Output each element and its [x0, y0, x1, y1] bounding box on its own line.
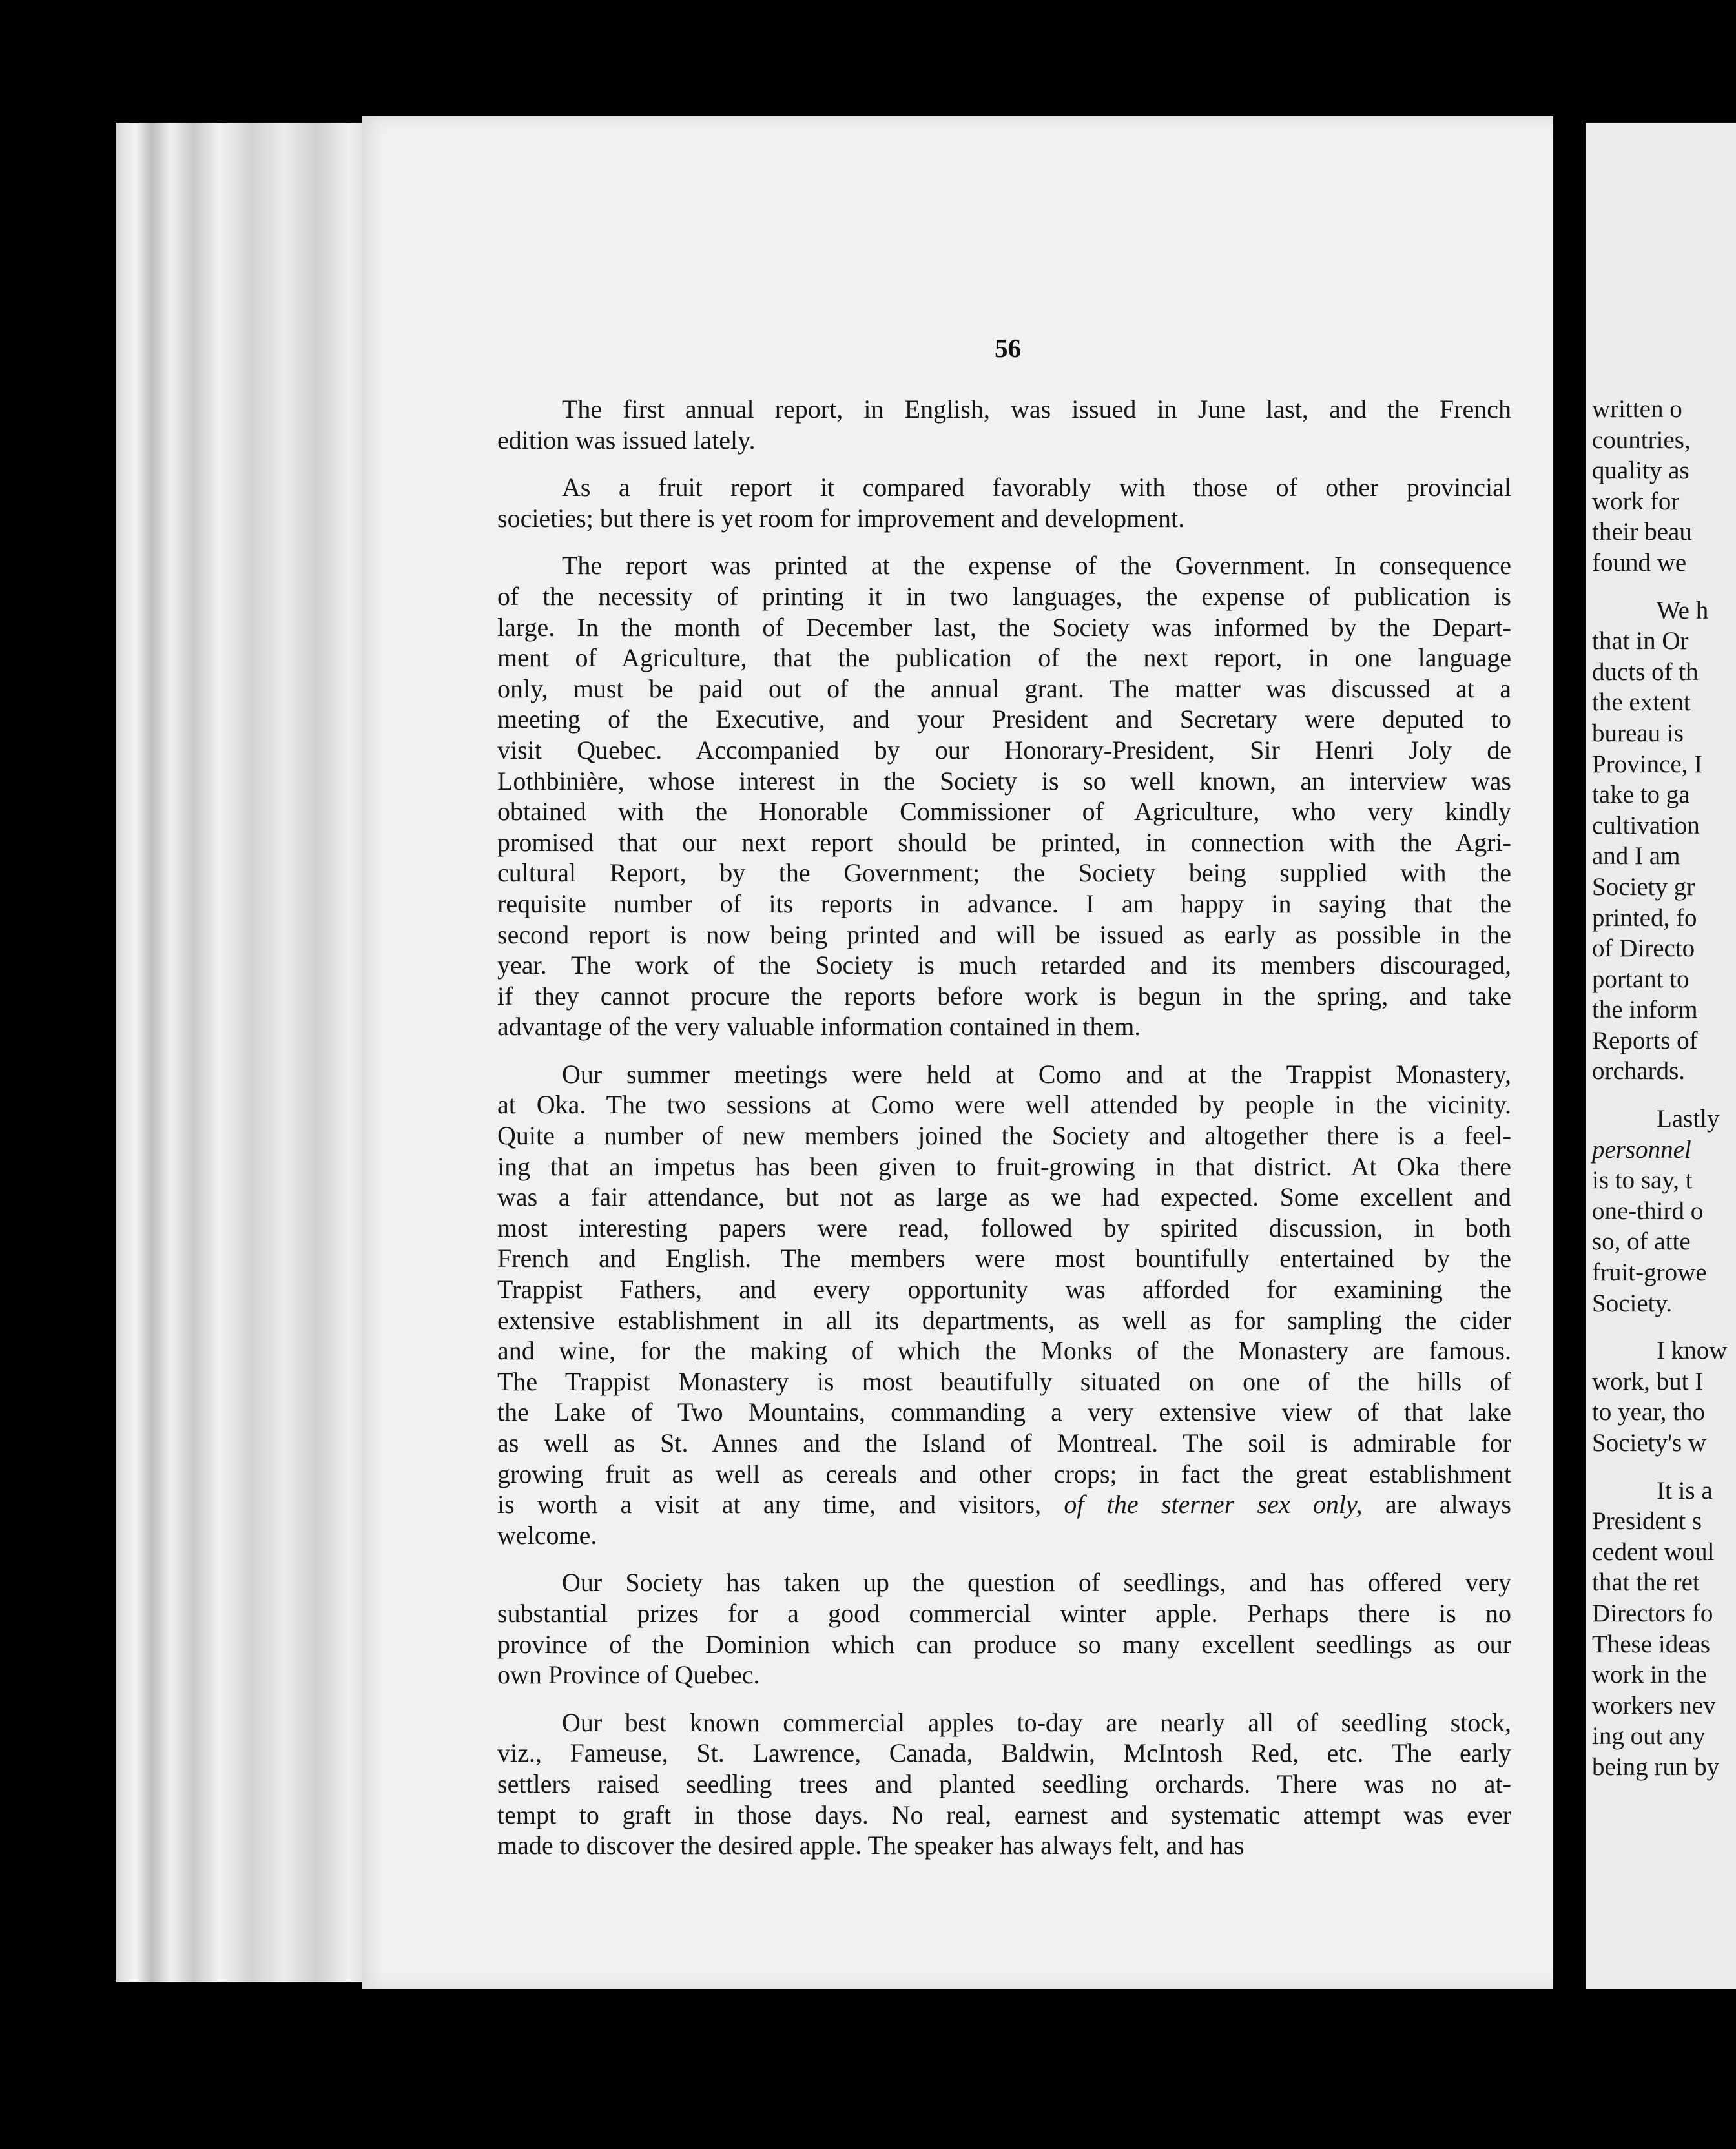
text-line: most interesting papers were read, followed by spirited discussion, in both [497, 1213, 1511, 1242]
paragraph [497, 550, 1511, 1042]
paragraph [497, 472, 1511, 533]
text-line: tempt to graft in those days. No real, earnest and systematic attempt was ever [497, 1800, 1511, 1829]
facing-text-line: found we [1592, 548, 1687, 577]
facing-text-line: orchards. [1592, 1057, 1686, 1085]
facing-text-line: printed, fo [1592, 903, 1697, 932]
main-text-column [497, 394, 1511, 1878]
facing-text-line: being run by [1592, 1753, 1720, 1781]
facing-text-line: to year, tho [1592, 1398, 1705, 1426]
text-line: promised that our next report should be printed, in connection with the Agri- [497, 827, 1511, 857]
text-line: second report is now being printed and will be issued as early as possible in the [497, 920, 1511, 949]
facing-text-line: bureau is [1592, 719, 1684, 747]
facing-text-line: Society gr [1592, 872, 1695, 901]
text-line: was a fair attendance, but not as large as we had expected. Some excellent and [497, 1182, 1511, 1212]
text-line: advantage of the very valuable information contained in them. [497, 1012, 1141, 1042]
facing-text-line: of Directo [1592, 934, 1695, 963]
facing-text-line: fruit-growe [1592, 1259, 1707, 1287]
facing-text-line: These ideas [1592, 1630, 1711, 1658]
text-line: Our Society has taken up the question of seedlings, and has offered very [562, 1568, 1511, 1598]
facing-text-line: their beau [1592, 518, 1692, 546]
paragraph-gap [1592, 1459, 1736, 1476]
text-line: and wine, for the making of which the Monks of the Monastery are famous. [497, 1336, 1511, 1366]
text-line: Quite a number of new members joined the Society and altogether there is a feel- [497, 1121, 1511, 1151]
facing-text-line: so, of atte [1592, 1228, 1691, 1256]
paragraph-gap [1592, 1319, 1736, 1335]
book-page-edges [116, 123, 368, 1982]
text-line: of the necessity of printing it in two languages, the expense of publication is [497, 581, 1511, 611]
text-line: own Province of Quebec. [497, 1660, 760, 1690]
facing-text-line: portant to [1592, 965, 1690, 993]
facing-text-line: countries, [1592, 426, 1691, 454]
facing-text-line: one-third o [1592, 1197, 1704, 1225]
text-line: requisite number of its reports in advance. I am happy in saying that the [497, 889, 1511, 918]
text-line: Our summer meetings were held at Como and at the Trappist Monastery, [562, 1059, 1511, 1089]
facing-text-line: I know [1657, 1337, 1728, 1365]
facing-text-line: ducts of th [1592, 657, 1699, 686]
facing-text-line: cultivation [1592, 811, 1700, 839]
facing-text-line: that in Or [1592, 627, 1689, 655]
facing-text-line: work for [1592, 487, 1680, 515]
text-line: The first annual report, in English, was issued in June last, and the French [562, 395, 1511, 424]
facing-text-line: It is a [1657, 1476, 1713, 1505]
paragraph [497, 1567, 1511, 1690]
facing-text-line: written o [1592, 395, 1682, 423]
facing-text-line: work, but I [1592, 1367, 1704, 1395]
text-line: as well as St. Annes and the Island of Montreal. The soil is admirable for [497, 1428, 1511, 1457]
text-line: at Oka. The two sessions at Como were well attended by people in the vicinity. [497, 1090, 1511, 1120]
facing-text-line: work in the [1592, 1661, 1707, 1689]
facing-text-line: Province, I [1592, 750, 1703, 778]
facing-text-line: We h [1657, 596, 1709, 624]
text-line: Trappist Fathers, and every opportunity was afforded for examining the [497, 1275, 1511, 1304]
facing-text-line: Directors fo [1592, 1599, 1713, 1627]
text-line: Lothbinière, whose interest in the Society is so well known, an interview was [497, 766, 1511, 796]
text-line: cultural Report, by the Government; the Society being supplied with the [497, 858, 1511, 888]
book-gutter [1553, 97, 1586, 2034]
paragraph-gap [1592, 1087, 1736, 1104]
facing-text-line: Lastly [1657, 1105, 1720, 1133]
paragraph [497, 1707, 1511, 1861]
paragraph [497, 1059, 1511, 1551]
text-line: The report was printed at the expense of the Government. In consequence [562, 551, 1511, 581]
text-line: visit Quebec. Accompanied by our Honorary-President, Sir Henri Joly de [497, 735, 1511, 765]
text-line: ing that an impetus has been given to fruit-growing in that district. At Oka there [497, 1151, 1511, 1181]
text-line: viz., Fameuse, St. Lawrence, Canada, Baldwin, McIntosh Red, etc. The early [497, 1738, 1511, 1768]
text-line: French and English. The members were most bountifully entertained by the [497, 1244, 1511, 1273]
text-line: Our best known commercial apples to-day are nearly all of seedling stock, [562, 1707, 1511, 1737]
text-line: ment of Agriculture, that the publication of the next report, in one language [497, 643, 1511, 673]
page-number: 56 [995, 333, 1021, 363]
text-line: extensive establishment in all its departments, as well as for sampling the cider [497, 1305, 1511, 1335]
text-line: obtained with the Honorable Commissioner of Agriculture, who very kindly [497, 797, 1511, 827]
text-line: large. In the month of December last, the Society was informed by the Depart- [497, 612, 1511, 642]
facing-text-line: is to say, t [1592, 1166, 1693, 1195]
text-line: is worth a visit at any time, and visitors, of the sterner sex only, are always [497, 1490, 1511, 1519]
facing-text-line: that the ret [1592, 1568, 1700, 1597]
text-line: only, must be paid out of the annual grant. The matter was discussed at a [497, 673, 1511, 703]
text-line: substantial prizes for a good commercial winter apple. Perhaps there is no [497, 1598, 1511, 1628]
text-line: settlers raised seedling trees and planted seedling orchards. There was no at- [497, 1769, 1511, 1798]
facing-text-line: quality as [1592, 457, 1690, 485]
text-line: province of the Dominion which can produce so many excellent seedlings as our [497, 1629, 1511, 1659]
text-line: growing fruit as well as cereals and other crops; in fact the great establishment [497, 1459, 1511, 1488]
facing-text-line: Reports of [1592, 1026, 1698, 1054]
text-line: edition was issued lately. [497, 425, 756, 455]
facing-text-line: cedent woul [1592, 1537, 1715, 1566]
text-line: societies; but there is yet room for improvement and development. [497, 503, 1185, 533]
text-line: if they cannot procure the reports before work is begun in the spring, and take [497, 981, 1511, 1011]
text-line: the Lake of Two Mountains, commanding a very extensive view of that lake [497, 1397, 1511, 1427]
facing-text-line: workers nev [1592, 1691, 1716, 1720]
text-line: meeting of the Executive, and your President and Secretary were deputed to [497, 704, 1511, 734]
facing-page-text [1592, 394, 1736, 1783]
facing-text-line: Society's w [1592, 1429, 1707, 1457]
facing-text-line: the inform [1592, 996, 1698, 1024]
text-line: As a fruit report it compared favorably with those of other provincial [562, 473, 1511, 502]
text-line: The Trappist Monastery is most beautifully situated on one of the hills of [497, 1366, 1511, 1396]
paragraph-gap [1592, 579, 1736, 595]
text-line: welcome. [497, 1520, 597, 1550]
facing-text-line: and I am [1592, 842, 1680, 870]
facing-text-line: personnel [1592, 1135, 1691, 1164]
facing-text-line: the extent [1592, 688, 1691, 717]
facing-text-line: President s [1592, 1507, 1702, 1536]
paragraph [497, 394, 1511, 455]
facing-text-line: ing out any [1592, 1722, 1706, 1751]
text-line: made to discover the desired apple. The speaker has always felt, and has [497, 1831, 1245, 1860]
text-line: year. The work of the Society is much retarded and its members discouraged, [497, 951, 1511, 980]
facing-text-line: take to ga [1592, 781, 1690, 809]
facing-text-line: Society. [1592, 1289, 1673, 1317]
